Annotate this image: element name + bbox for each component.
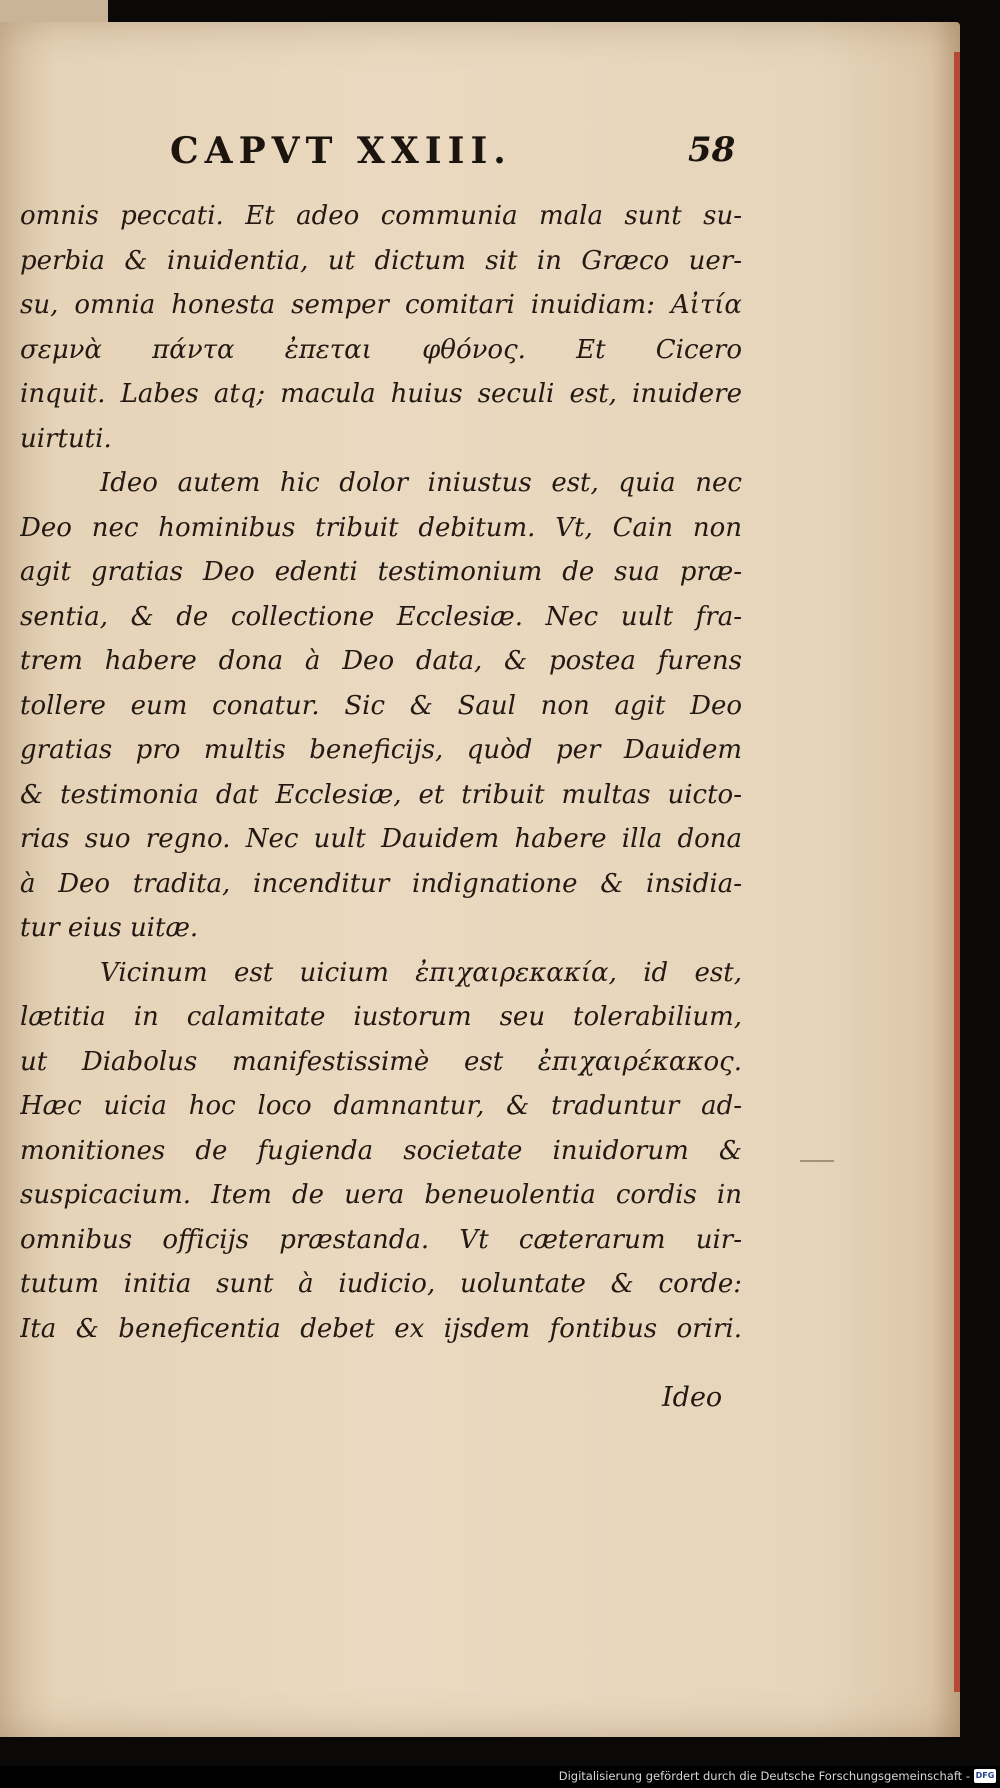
- digitization-footer: [0, 1766, 1000, 1788]
- text-line: à Deo tradita, incenditur indignatione & insidia-: [20, 868, 742, 899]
- text-line: trem habere dona à Deo data, & postea furens: [20, 646, 742, 676]
- text-line: Vicinum est uicium ἐπιχαιρεκακία, id est,: [100, 957, 742, 988]
- funding-credit: Digitalisierung gefördert durch die Deutsche Forschungsgemeinschaft -: [558, 1769, 970, 1783]
- text-line: ut Diabolus manifestissimè est ἐπιχαιρέκακος.: [20, 1046, 742, 1077]
- text-line: inquit. Labes atq; macula huius seculi est, inuidere: [20, 379, 742, 409]
- text-line: omnis peccati. Et adeo communia mala sunt su-: [20, 201, 742, 231]
- text-line: rias suo regno. Nec uult Dauidem habere illa dona: [20, 824, 742, 854]
- text-line: σεμνὰ πάντα ἐπεται φθόνος. Et Cicero: [20, 334, 742, 365]
- text-line: tutum initia sunt à iudicio, uoluntate & corde:: [20, 1269, 742, 1299]
- text-line: lætitia in calamitate iustorum seu tolerabilium,: [20, 1002, 742, 1032]
- text-line: agit gratias Deo edenti testimonium de sua præ-: [20, 557, 742, 587]
- text-line: gratias pro multis beneficijs, quòd per Dauidem: [20, 735, 742, 765]
- text-line: Deo nec hominibus tribuit debitum. Vt, Cain non: [20, 512, 742, 543]
- text-line: omnibus officijs præstanda. Vt cæterarum uir-: [20, 1224, 742, 1255]
- red-page-edge: [954, 52, 960, 1692]
- text-line: Ideo autem hic dolor iniustus est, quia nec: [100, 468, 742, 498]
- text-line: monitiones de fugienda societate inuidorum &: [20, 1135, 742, 1166]
- text-line: & testimonia dat Ecclesiæ, et tribuit multas uicto-: [20, 779, 742, 810]
- dfg-logo-icon: DFG: [974, 1769, 996, 1783]
- text-line: perbia & inuidentia, ut dictum sit in Græco uer-: [20, 245, 742, 276]
- text-line: tollere eum conatur. Sic & Saul non agit Deo: [20, 690, 742, 721]
- body-text: [20, 194, 742, 1351]
- page-header: [0, 130, 960, 180]
- previous-page-strip: [0, 0, 108, 22]
- folio-number: 58: [688, 130, 736, 170]
- text-line: tur eius uitæ.: [20, 913, 199, 943]
- text-line: sentia, & de collectione Ecclesiæ. Nec uult fra-: [20, 601, 742, 632]
- text-line: Ita & beneficentia debet ex ijsdem fontibus oriri.: [20, 1313, 742, 1344]
- text-line: su, omnia honesta semper comitari inuidiam: Αἰτία: [20, 290, 742, 320]
- text-line: suspicacium. Item de uera beneuolentia cordis in: [20, 1180, 742, 1210]
- text-line: Hæc uicia hoc loco damnantur, & traduntur ad-: [20, 1091, 742, 1121]
- book-page: [0, 22, 960, 1737]
- catchword: Ideo: [662, 1382, 723, 1413]
- margin-ink-mark: [800, 1160, 834, 1162]
- running-head: CAPVT XXIII.: [170, 130, 512, 172]
- text-line: uirtuti.: [20, 423, 112, 454]
